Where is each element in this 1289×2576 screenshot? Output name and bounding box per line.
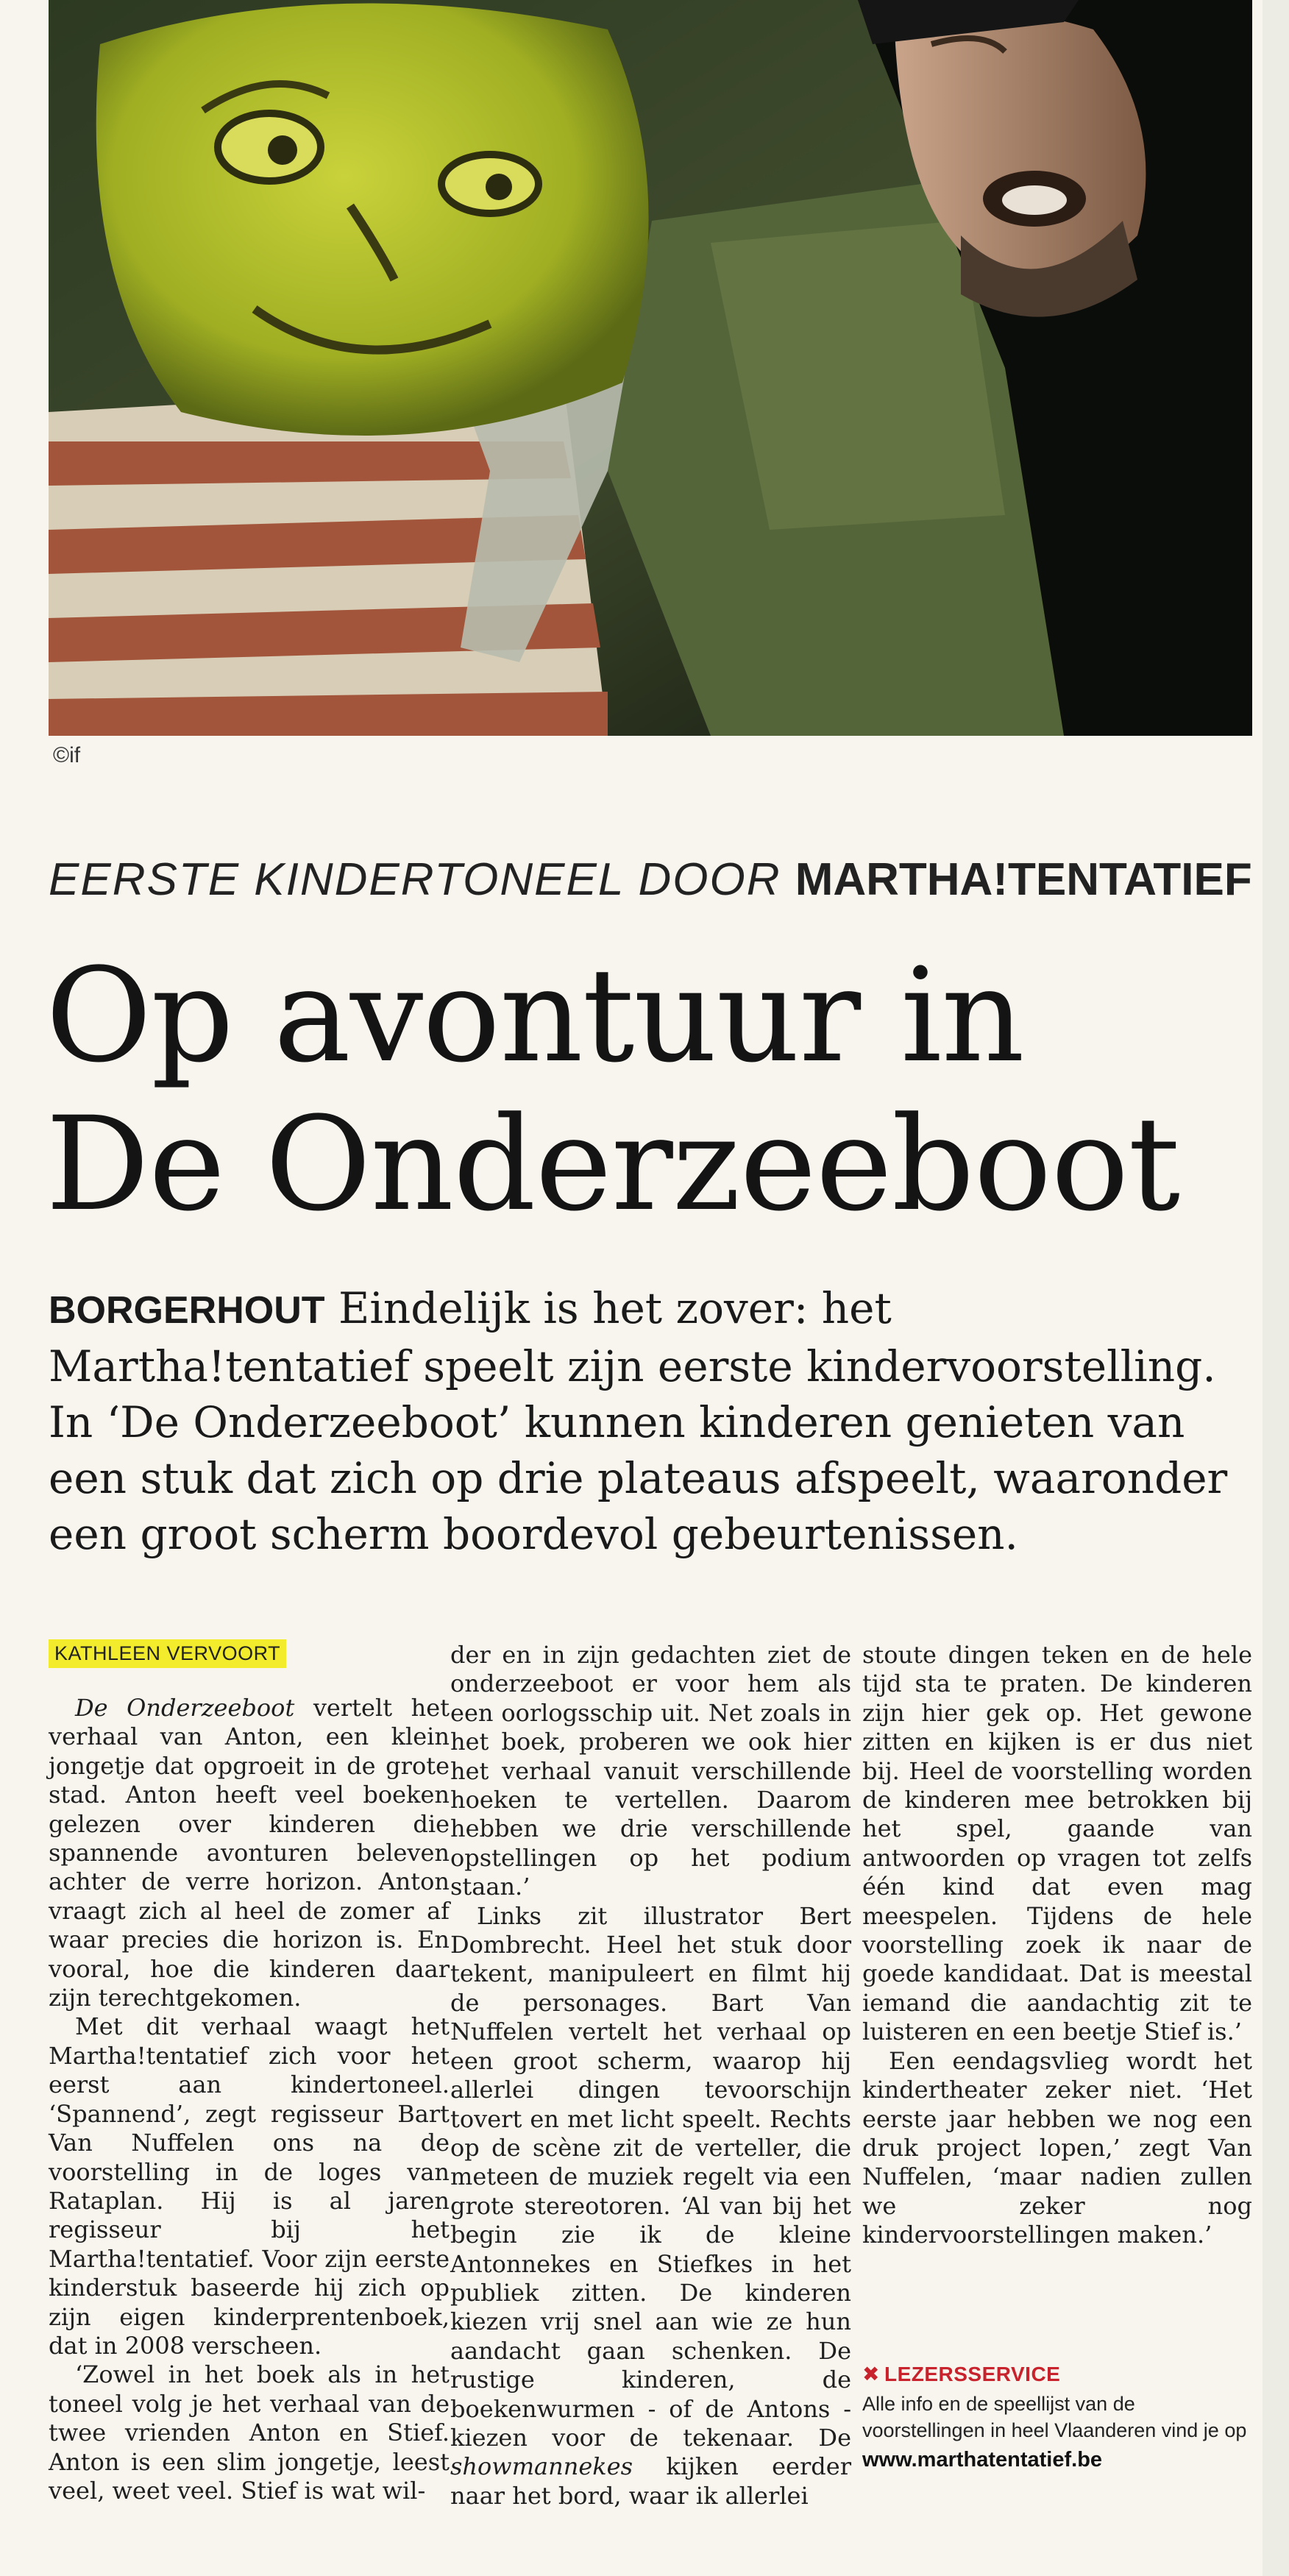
col1-paragraph-1: vertelt het verhaal van Anton, een klein jongetje dat opgroeit in de grote stad. Anton heeft veel boeken gelezen over kinderen die spannende avonturen beleven achter de verre horizon. Anton vraagt zich al heel de zomer af waar precies die horizon is. En vooral, hoe die kinderen daar zijn terechtgekomen. [49,1694,450,2012]
intro-paragraph [49,1280,1263,1562]
close-x-icon: ✖ [862,2363,880,2385]
showmannekes-term: showmannekes [450,2452,633,2481]
puppet-and-narrator-photo [49,0,1252,736]
service-url[interactable]: www.marthatentatief.be [862,2448,1103,2472]
headline [46,942,1267,1239]
headline-line-2: De Onderzeeboot [46,1089,1180,1240]
col3-paragraph-2: Een eendagsvlieg wordt het kindertheater zeker niet. ‘Het eerste jaar hebben we nog een druk project lopen,’ zegt Van Nuffelen, ‘maar nadien zullen we zeker nog kindervoorstellingen maken.’ [862,2046,1252,2249]
kicker-text: EERSTE KINDERTONEEL DOOR [49,854,795,905]
puppet-face [96,3,649,436]
column-1 [49,1694,450,2505]
service-heading: LEZERSSERVICE [884,2363,1061,2385]
byline: KATHLEEN VERVOORT [49,1639,286,1668]
service-body: Alle info en de speellijst van de voorstellingen in heel Vlaanderen vind je op [862,2393,1247,2441]
headline-line-1: Op avontuur in [46,940,1024,1091]
dateline: BORGERHOUT [49,1289,325,1332]
col2-paragraph-1: der en in zijn gedachten ziet de onderzeeboot er voor hem als een oorlogsschip uit. Net zoals in het boek, proberen we ook hier het verhaal vanuit verschillende hoeken te vertellen. Daarom hebben we drie verschillende opstellingen op het podium staan.’ [450,1641,851,1901]
intro-sentence-2: In ‘De Onderzeeboot’ kunnen kinderen genieten van een stuk dat zich op drie plateaus afspeelt, waaronder een groot scherm boordevol gebeurtenissen. [49,1397,1228,1559]
col3-paragraph-1: stoute dingen teken en de hele tijd sta te praten. De kinderen zijn hier gek op. Het gewone zitten en kijken is er dus niet bij. Heel de voorstelling worden de kinderen mee betrokken bij het spel, gaande van antwoorden op vragen tot zelfs één kind dat even mag meespelen. Tijdens de hele voorstelling zoek ik naar de goede kandidaat. Dat is meestal iemand die aandachtig zit te luisteren en een beetje Stief is.’ [862,1641,1252,2046]
column-2 [450,1641,851,2511]
kicker-company: MARTHA!TENTATIEF [795,854,1252,905]
col2-paragraph-2b: kijken eerder naar het bord, waar ik allerlei [450,2452,851,2510]
col2-paragraph-2a: Links zit illustrator Bert Dombrecht. Heel het stuk door tekent, manipuleert en filmt hij de personages. Bart Van Nuffelen vertelt het verhaal op een groot scherm, waarop hij allerlei dingen tevoorschijn tovert en met licht speelt. Rechts op de scène zit de verteller, die meteen de muziek regelt via een grote stereotoren. ‘Al van bij het begin zie ik de kleine Antonnekes en Stiefkes in het publiek zitten. De kinderen kiezen vrij snel aan wie ze hun aandacht gaan schenken. De rustige kinderen, de boekenwurmen - of de Antons - kiezen voor de tekenaar. De [450,1901,851,2452]
title-mention: De Onderzeeboot [75,1694,295,1722]
col1-paragraph-3: ‘Zowel in het boek als in het toneel volg je het verhaal van de twee vrienden Anton en Stief. Anton is een slim jongetje, leest veel, weet veel. Stief is wat wil- [49,2360,450,2505]
photo-credit: ©if [53,743,81,767]
reader-service-box [862,2362,1252,2472]
page-edge [1263,0,1289,2576]
kicker [49,854,1270,906]
article-photo [49,0,1252,736]
column-3 [862,1641,1252,2250]
intro-sentence-1: Eindelijk is het zover: het Martha!tentatief speelt zijn eerste kindervoorstelling. [49,1283,1216,1391]
col1-paragraph-2: Met dit verhaal waagt het Martha!tentatief zich voor het eerst aan kindertoneel. ‘Spannend’, zegt regisseur Bart Van Nuffelen ons na de voorstelling in de loges van Rataplan. Hij is al jaren regisseur bij het Martha!tentatief. Voor zijn eerste kinderstuk baseerde hij zich op zijn eigen kinderprentenboek, dat in 2008 verscheen. [49,2012,450,2360]
